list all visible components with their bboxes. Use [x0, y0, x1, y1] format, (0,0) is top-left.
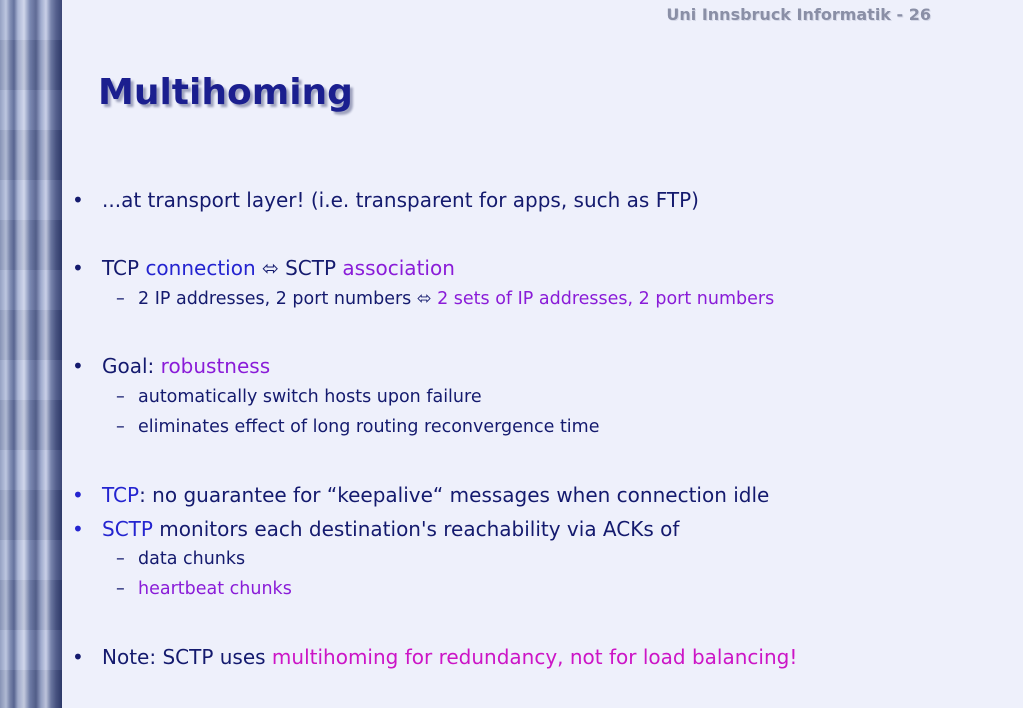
slide-title: Multihoming [98, 72, 353, 113]
highlight-text: SCTP [102, 517, 153, 541]
bullet-item [72, 354, 270, 378]
sub-bullet-marker: – [116, 289, 125, 309]
sub-bullet-item [116, 417, 599, 437]
sub-bullet-marker: – [116, 549, 125, 569]
bullet-item [72, 645, 797, 669]
bullet-marker: • [72, 645, 84, 669]
highlight-text: 2 sets of IP addresses, 2 port numbers [437, 289, 775, 309]
decorative-side-stripe [0, 0, 62, 708]
sub-bullet-text: automatically switch hosts upon failure [138, 387, 482, 407]
highlight-text: robustness [160, 354, 271, 378]
sub-bullet-item [116, 549, 245, 569]
highlight-text: heartbeat chunks [138, 579, 292, 599]
bullet-text: monitors each destination's reachability via ACKs of [152, 517, 680, 541]
highlight-text: connection [145, 256, 256, 280]
bullet-text: ...at transport layer! (i.e. transparent for apps, such as FTP) [102, 188, 699, 212]
sub-bullet-text: eliminates effect of long routing reconvergence time [138, 417, 600, 437]
sub-bullet-marker: – [116, 417, 125, 437]
bullet-text: TCP [102, 256, 146, 280]
bullet-text: : no guarantee for “keepalive“ messages when connection idle [139, 483, 770, 507]
bullet-item [72, 256, 455, 280]
sub-bullet-marker: – [116, 579, 125, 599]
sub-bullet-item [116, 579, 292, 599]
sub-bullet-marker: – [116, 387, 125, 407]
bullet-item [72, 517, 679, 541]
bullet-marker: • [72, 188, 84, 212]
highlight-text: multihoming for redundancy, not for load balancing! [271, 645, 798, 669]
slide-header-course-label: Uni Innsbruck Informatik - 26 [666, 5, 931, 24]
bullet-marker: • [72, 354, 84, 378]
sub-bullet-item [116, 387, 482, 407]
bullet-item [72, 483, 769, 507]
bullet-marker: • [72, 256, 84, 280]
bullet-item [72, 188, 699, 212]
bullet-text: Goal: [102, 354, 161, 378]
bullet-marker: • [72, 483, 84, 507]
sub-bullet-text: 2 IP addresses, 2 port numbers ⬄ [138, 289, 438, 309]
bullet-marker: • [72, 517, 84, 541]
sub-bullet-text: data chunks [138, 549, 246, 569]
highlight-text: TCP [102, 483, 140, 507]
bullet-text: ⬄ SCTP [255, 256, 343, 280]
bullet-text: Note: SCTP uses [102, 645, 272, 669]
highlight-text: association [342, 256, 455, 280]
sub-bullet-item [116, 289, 774, 309]
